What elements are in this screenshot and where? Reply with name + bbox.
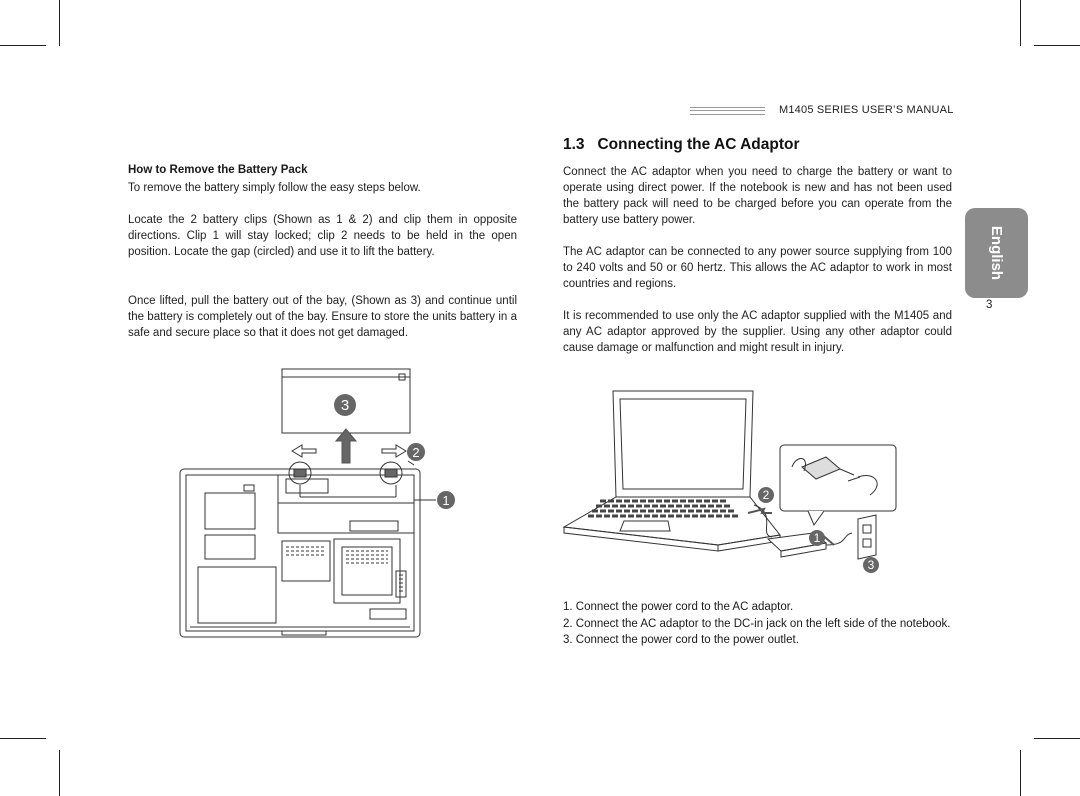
step-label-2 [407,443,425,461]
step-label-1 [437,491,455,509]
ac-step-label-1 [809,530,825,546]
ac-step-label-3 [863,557,879,573]
crop-mark [1020,750,1021,796]
ac-intro-paragraph: Connect the AC adaptor when you need to charge the battery or want to operate using direct power. If the notebook is new and has not been used the battery pack will need to be charged before you can operate from the battery use battery power. [563,166,952,226]
ac-step-label-2 [758,487,774,503]
step-label-3 [334,394,356,416]
language-tab[interactable] [965,208,1028,298]
battery-intro: To remove the battery simply follow the easy steps below. [128,182,421,194]
connection-steps [563,600,953,650]
ac-step-label-2-text: 2 [762,488,770,502]
crop-mark [1020,0,1021,46]
step-label-1-text: 1 [442,493,450,508]
section-title: 1.3 Connecting the AC Adaptor [563,136,800,153]
ac-warning-paragraph: It is recommended to use only the AC adaptor supplied with the M1405 and any AC adaptor approved by the supplier. Using any other adaptor could cause damage or malfunction and might result in injury. [563,310,952,354]
list-item: 2. Connect the AC adaptor to the DC-in jack on the left side of the notebook. [563,617,951,630]
step-label-2-text: 2 [412,445,420,460]
language-tab-label: English [988,225,1005,281]
battery-subheading: How to Remove the Battery Pack [128,164,308,176]
list-item: 1. Connect the power cord to the AC adaptor. [563,601,794,613]
ac-adaptor-diagram [558,385,903,575]
crop-mark [59,0,60,46]
list-item: 3. Connect the power cord to the power outlet. [563,634,799,646]
crop-mark [0,45,46,46]
manual-title: M1405 SERIES USER’S MANUAL [779,104,954,116]
crop-mark [1034,738,1080,739]
step-label-3-text: 3 [340,397,350,414]
crop-mark [59,750,60,796]
ac-voltage-paragraph: The AC adaptor can be connected to any power source supplying from 100 to 240 volts and 50 or 60 hertz. This allows the AC adaptor to work in most countries and regions. [563,246,952,290]
crop-mark [1034,45,1080,46]
battery-lift-paragraph: Once lifted, pull the battery out of the bay, (Shown as 3) and continue until the battery is completely out of the bay. Ensure to store the units battery in a safe and secure place so that it does not get damaged. [128,295,517,339]
battery-removal-diagram [170,365,460,645]
header-rule [690,107,765,115]
ac-step-label-1-text: 1 [813,531,821,545]
battery-clips-paragraph: Locate the 2 battery clips (Shown as 1 & 2) and clip them in opposite directions. Clip 1 will stay locked; clip 2 needs to be held in the open position. Locate the gap (circled) and use it to lift the battery. [128,214,517,258]
ac-step-label-3-text: 3 [867,558,875,572]
page-number: 3 [986,299,993,311]
crop-mark [0,738,46,739]
